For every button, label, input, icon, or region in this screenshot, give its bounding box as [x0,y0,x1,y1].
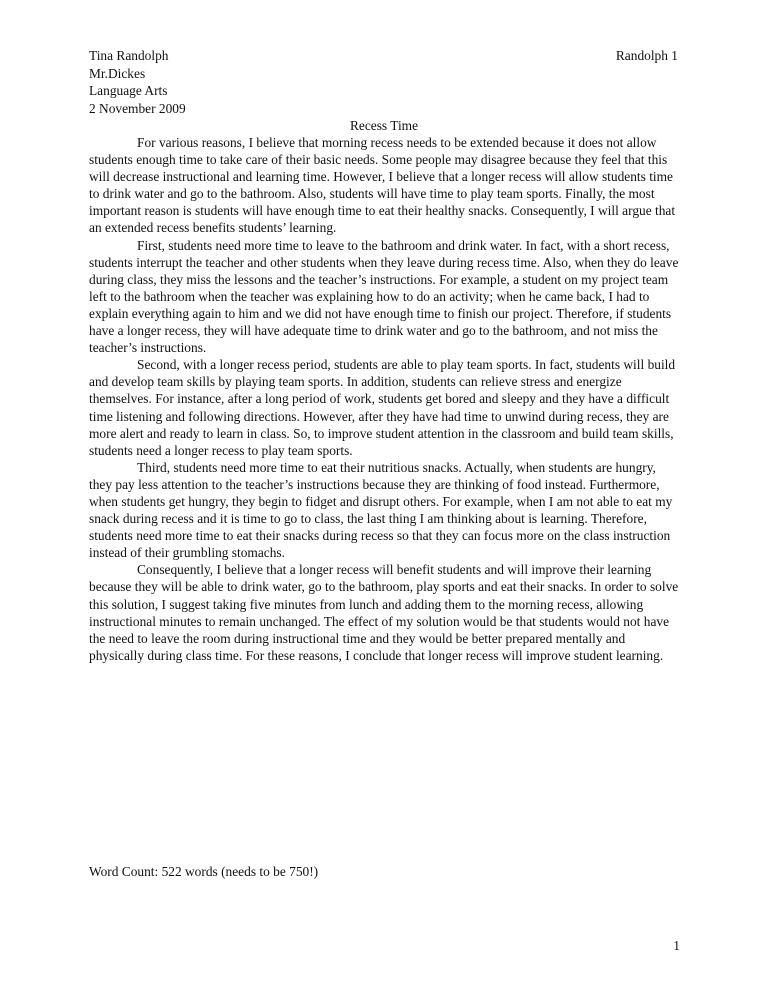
paragraph-introduction: For various reasons, I believe that morning recess needs to be extended because it does not allow students enough time to take care of their basic needs. Some people may disagree because they feel that this will decrease instructional and learning time. However, I believe that a longer recess will allow students time to drink water and go to the bathroom. Also, students will have time to play team sports. Finally, the most important reason is students will have enough time to eat their healthy snacks. Consequently, I will argue that an extended recess benefits students’ learning. [89,135,676,236]
paragraph-body-2: Second, with a longer recess period, students are able to play team sports. In fact, students will build and develop team skills by playing team sports. In addition, students can relieve stress and energize themselves. For instance, after a long period of work, students get bored and sleepy and they have a difficult time listening and following directions. However, after they have had time to unwind during recess, they are more alert and ready to learn in class. So, to improve student attention in the classroom and build team skills, students need a longer recess to play team sports. [89,357,676,458]
author-name: Tina Randolph [89,48,169,63]
running-head: Randolph 1 [615,48,678,63]
essay-date: 2 November 2009 [89,100,186,116]
paragraph-body-1: First, students need more time to leave to the bathroom and drink water. In fact, with a short recess, students interrupt the teacher and other students when they leave during recess time. Also, when they do leave during class, they miss the lessons and the teacher’s instructions. For example, a student on my project team left to the bathroom when the teacher was explaining how to do an activity; when he came back, I had to explain everything again to him and we did not have enough time to finish our project. Therefore, if students have a longer recess, they will have adequate time to drink water and go to the bathroom, and not miss the teacher’s instructions. [89,237,679,356]
paragraph-conclusion: Consequently, I believe that a longer recess will benefit students and will improve their learning because they will be able to drink water, go to the bathroom, play sports and eat their snacks. In order to solve this solution, I suggest taking five minutes from lunch and adding them to the morning recess, allowing instructional minutes to remain unchanged. The effect of my solution would be that students would not have the need to leave the room during instructional time and they would be better prepared mentally and physically during class time. For these reasons, I conclude that longer recess will improve student learning. [89,562,679,663]
course-name: Language Arts [89,83,168,98]
paragraph-body-3: Third, students need more time to eat their nutritious snacks. Actually, when students are hungry, they pay less attention to the teacher’s instructions because they are thinking of food instead. Furthermore, when students get hungry, they begin to fidget and disrupt others. For example, when I am not able to eat my snack during recess and it is time to go to class, the last thing I am thinking about is learning. Therefore, students need more time to eat their snacks during recess so that they can focus more on the class instruction instead of their grumbling stomachs. [89,459,673,561]
page-number: 1 [673,938,680,953]
heading-block [89,47,186,117]
teacher-name: Mr.Dickes [89,65,146,81]
word-count: Word Count: 522 words (needs to be 750!) [89,864,319,879]
essay-body [89,134,681,664]
essay-title: Recess Time [349,118,419,133]
